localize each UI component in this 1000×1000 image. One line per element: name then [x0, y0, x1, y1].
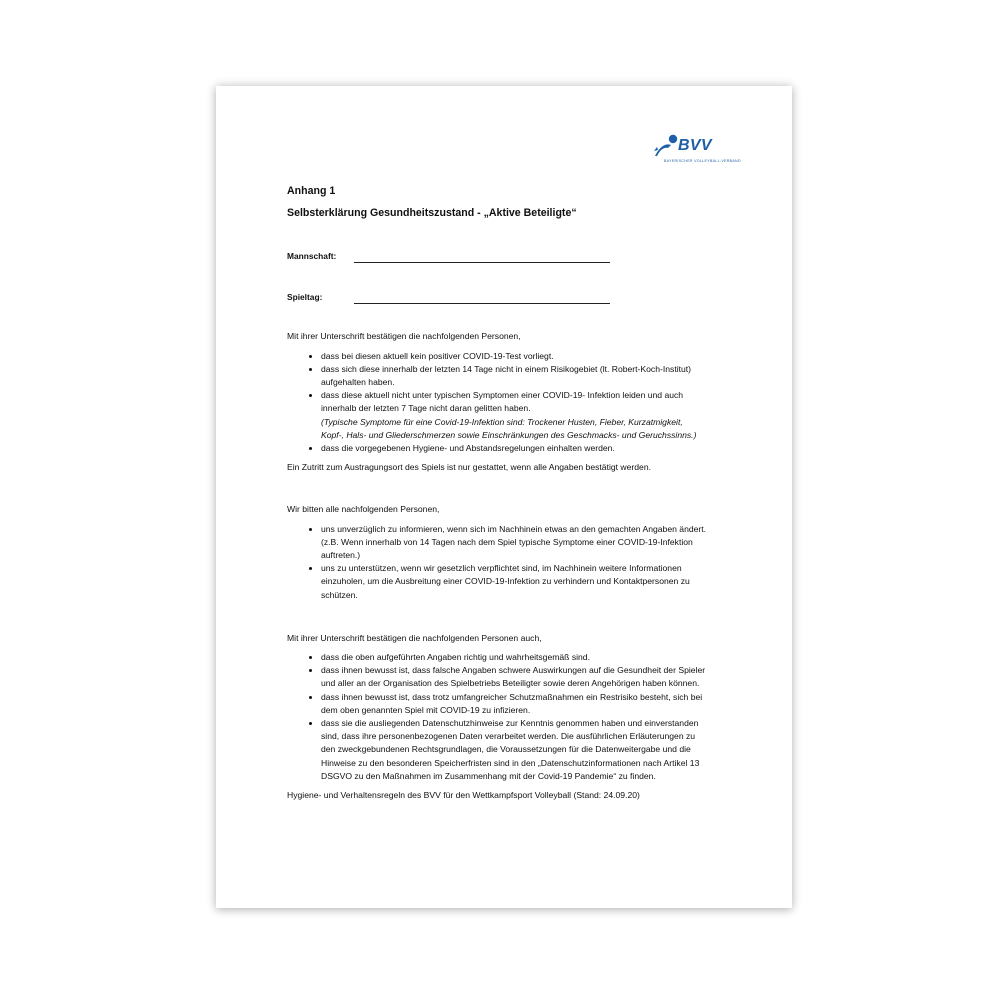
section2-intro: Wir bitten alle nachfolgenden Personen,	[287, 504, 440, 515]
list-item: • dass die vorgegebenen Hygiene- und Abstandsregelungen einhalten werden.	[321, 442, 707, 455]
section1-list	[287, 350, 707, 456]
list-item: • dass die oben aufgeführten Angaben richtig und wahrheitsgemäß sind.	[321, 651, 707, 664]
section3-list	[287, 651, 707, 783]
volleyball-player-icon	[654, 134, 680, 158]
list-item-text: dass diese aktuell nicht unter typischen Symptomen einer COVID-19- Infektion leiden und auch innerhalb der letzten 7 Tage nicht daran gelitten haben.	[321, 390, 684, 414]
matchday-field-label: Spieltag:	[287, 292, 323, 303]
list-item: • dass sich diese innerhalb der letzten 14 Tage nicht in einem Risikogebiet (lt. Robert-Koch-Institut) aufgehalten haben.	[321, 363, 707, 389]
team-field-line[interactable]	[354, 252, 610, 263]
list-item: • dass sie die ausliegenden Datenschutzhinweise zur Kenntnis genommen haben und einverstanden sind, dass ihre personenbezogenen Daten verarbeitet werden. Die ausführlichen Erläuterungen zu den zweckgebundenen Rechtsgrundlagen, die Voraussetzungen für die Datenweitergabe und die Hinweise zu den besonderen Speicherfristen sind in den „Datenschutzinformationen nach Artikel 13 DSGVO zu den Maßnahmen im Zusammenhang mit der Covid-19 Pandemie“ zu finden.	[321, 717, 707, 783]
list-item: • uns unverzüglich zu informieren, wenn sich im Nachhinein etwas an den gemachten Angaben ändert. (z.B. Wenn innerhalb von 14 Tagen nach dem Spiel typische Symptome einer COVID-19-Infektion auftreten.)	[321, 523, 707, 563]
section1-outro: Ein Zutritt zum Austragungsort des Spiels ist nur gestattet, wenn alle Angaben bestätigt werden.	[287, 462, 652, 473]
document-body	[287, 184, 707, 802]
team-field-label: Mannschaft:	[287, 251, 337, 261]
document-footer: Hygiene- und Verhaltensregeln des BVV für den Wettkampfsport Volleyball (Stand: 24.09.20)	[287, 790, 640, 801]
section2-list	[287, 523, 707, 602]
logo-subtitle: BAYERISCHER VOLLEYBALL-VERBAND	[664, 159, 741, 163]
matchday-field[interactable]	[287, 291, 707, 304]
logo-wordmark: BVV	[678, 137, 712, 154]
symptoms-note: (Typische Symptome für eine Covid-19-Infektion sind: Trockener Husten, Fieber, Kurzatmigkeit, Kopf-, Hals- und Gliederschmerzen sowie Einschränkungen des Geschmacks- und Geruchssinns.)	[321, 416, 697, 440]
team-field[interactable]	[287, 250, 707, 263]
document-heading: Anhang 1	[287, 185, 336, 197]
list-item: • dass ihnen bewusst ist, dass trotz umfangreicher Schutzmaßnahmen ein Restrisiko besteht, sich bei dem oben genannten Spiel mit COVID-19 zu infizieren.	[321, 691, 707, 717]
list-item: • dass ihnen bewusst ist, dass falsche Angaben schwere Auswirkungen auf die Gesundheit der Spieler und aller an der Organisation des Spielbetriebs Beteiligter sowie deren Angehörigen haben können.	[321, 664, 707, 690]
document-title: Selbsterklärung Gesundheitszustand - „Aktive Beteiligte“	[287, 207, 577, 219]
section3-intro: Mit ihrer Unterschrift bestätigen die nachfolgenden Personen auch,	[287, 632, 542, 643]
list-item	[321, 389, 707, 442]
list-item: • dass bei diesen aktuell kein positiver COVID-19-Test vorliegt.	[321, 350, 707, 363]
matchday-field-line[interactable]	[354, 293, 610, 304]
list-item: • uns zu unterstützen, wenn wir gesetzlich verpflichtet sind, im Nachhinein weitere Informationen einzuholen, um die Ausbreitung einer COVID-19-Infektion zu verhindern und Kontaktpersonen zu schützen.	[321, 562, 707, 602]
bvv-logo	[654, 132, 741, 168]
section1-intro: Mit ihrer Unterschrift bestätigen die nachfolgenden Personen,	[287, 331, 521, 342]
document-page	[216, 86, 792, 908]
